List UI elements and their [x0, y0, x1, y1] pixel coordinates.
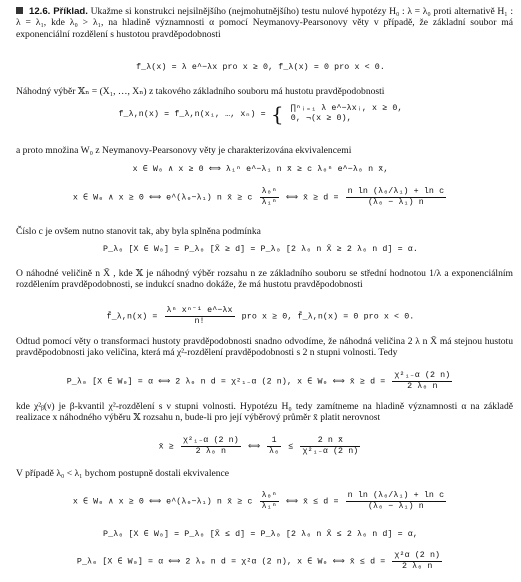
paragraph-rejection-rule: kde χ²ᵦ(ν) je β-kvantil χ²-rozdělení s ν stupni volnosti. Hypotézu H₀ tedy zamítneme na hladině významnosti α na základě realizace x náhodného výběru 𝕏 rozsahu n, bude-li pro její výběrový průměr x̄ platit nerovnost — [16, 401, 513, 424]
paragraph-chi-square: Odtud pomocí věty o transformaci hustoty pravděpodobnosti snadno odvodíme, že náhodná veličina 2 λ n X̄ má stejnou hustotu pravděpodobnosti jako veličina, která má χ²-rozdělení pravděpodobnosti s 2 n stupni volnosti. Tedy — [16, 336, 513, 359]
square-bullet-icon — [16, 7, 23, 14]
density-equation: f_λ(x) = λ e^−λx pro x ≥ 0, f_λ(x) = 0 pro x < 0. — [136, 63, 385, 72]
chi-square-threshold-2-left: P_λ₀ [X ∈ W₀] = α ⟺ 2 λ₀ n d = χ²α (2 n), x ∈ W₀ ⟺ x̄ ≤ d = — [76, 557, 386, 567]
paragraph-critical-region: a proto množina W₀ z Neymanovy-Pearsonovy věty je charakterizována ekvivalencemi — [16, 145, 352, 156]
density-case-positive: ∏ⁿᵢ₌₁ λ e^−λxᵢ, x ≥ 0, — [290, 104, 403, 114]
paragraph-constant-c: Číslo c je ovšem nutno stanovit tak, aby byla splněna podmínka — [16, 226, 261, 237]
paragraph-random-sample: Náhodný výběr 𝕏ₙ = (X₁, …, Xₙ) z takového základního souboru má hustotu pravděpodobnosti — [16, 86, 385, 97]
equivalence-3-mid: ⟺ x̄ ≤ d = — [285, 497, 339, 507]
example-heading-paragraph — [16, 6, 513, 40]
rejection-inequality — [0, 436, 521, 457]
probability-condition-equation-2: P_λ₀ [X ∈ W₀] = P_λ₀ [X̄ ≤ d] = P_λ₀ [2 λ₀ n X̄ ≤ 2 λ₀ n d] = α, — [103, 530, 418, 539]
lambda-ratio-fraction: $\frac{\text{λ₀ⁿ}}{\text{λ₁ⁿ}}$ — [261, 187, 277, 207]
threshold-d-fraction: $\frac{\text{n ln (λ₀/λ₁) + ln c}}{\text{(λ₀ − λ₁) n}}$ — [347, 187, 445, 207]
rejection-fraction-1: $\frac{\text{χ²₁₋α (2 n)}}{\text{2 λ₀ n}}$ — [182, 436, 239, 456]
equivalence-equation-2 — [0, 187, 521, 208]
rejection-left: x̄ ≥ — [158, 442, 174, 452]
density-cases — [291, 104, 403, 124]
lambda-ratio-fraction-2: $\frac{\text{λ₀ⁿ}}{\text{λ₁ⁿ}}$ — [261, 491, 277, 511]
equivalence-3-left: x ∈ W₀ ∧ x ≥ 0 ⟺ e^(λ₀−λ₁) n x̄ ≥ c — [72, 497, 253, 507]
chi-square-fraction: $\frac{\text{χ²₁₋α (2 n)}}{\text{2 λ₀ n}}$ — [394, 371, 451, 391]
density-case-zero: 0, ¬(x ≥ 0), — [290, 114, 352, 123]
chi-square-threshold-left: P_λ₀ [X ∈ W₀] = α ⟺ 2 λ₀ n d = χ²₁₋α (2 n), x ∈ W₀ ⟺ x̄ ≥ d = — [66, 377, 386, 387]
rejection-equiv: ⟺ — [247, 442, 260, 452]
chi-square-threshold-equation-2 — [0, 551, 521, 572]
rejection-fraction-3: $\frac{\text{2 n x̄}}{\text{χ²₁₋α (2 n)}}$ — [302, 436, 359, 456]
chi-square-threshold-equation — [0, 371, 521, 392]
rejection-le: ≤ — [288, 442, 294, 452]
example-number: 12.6. Příklad. — [29, 6, 88, 17]
example-intro-text: Ukažme si konstrukci nejsilnějšího (nejmohutnějšího) testu nulové hypotézy H₀ : λ = λ₀ proti alternativě H₁ : λ = λ₁, kde λ₀ > λ₁, na hladině významnosti α pomocí Neymanovy-Pearsonovy věty v případě, že základní soubor má exponenciální rozdělení s hustotou pravděpodobnosti — [16, 6, 513, 40]
mean-density-lhs: f̄_λ,n(x) = — [106, 312, 158, 322]
equivalence-2-mid: ⟺ x̄ ≥ d = — [285, 193, 339, 203]
gamma-density-fraction: $\frac{\text{λⁿ xⁿ⁻¹ e\textasciicircum{}−λx}}{n!}$ — [166, 306, 233, 326]
paragraph-other-case: V případě λ₀ < λ₁ bychom postupně dostali ekvivalence — [16, 468, 230, 479]
rejection-fraction-2: $\frac{1}{\text{λ₀}}$ — [269, 436, 280, 456]
equivalence-2-left: x ∈ W₀ ∧ x ≥ 0 ⟺ e^(λ₀−λ₁) n x̄ ≥ c — [72, 193, 253, 203]
joint-density-lhs: f_λ,n(x) = f_λ,n(x₁, …, xₙ) = — [118, 110, 266, 120]
joint-density-equation — [0, 104, 521, 124]
probability-condition-equation: P_λ₀ [X ∈ W₀] = P_λ₀ [X̄ ≥ d] = P_λ₀ [2 λ₀ n X̄ ≥ 2 λ₀ n d] = α. — [103, 245, 418, 254]
threshold-d-fraction-2: $\frac{\text{n ln (λ₀/λ₁) + ln c}}{\text{(λ₀ − λ₁) n}}$ — [347, 491, 445, 511]
chi-square-fraction-2: $\frac{\text{χ²α (2 n)}}{\text{2 λ₀ n}}$ — [394, 551, 441, 571]
mean-density-equation — [0, 306, 521, 327]
equivalence-equation-1: x ∈ W₀ ∧ x ≥ 0 ⟺ λ₁ⁿ e^−λ₁ n x̄ ≥ c λ₀ⁿ e^−λ₀ n x̄, — [132, 165, 389, 174]
left-brace-icon: { — [270, 102, 284, 126]
paragraph-sample-mean: O náhodné veličině n X̄ , kde 𝕏 je náhodný výběr rozsahu n ze základního souboru se střední hodnotou 1/λ a exponenciálním rozdělením pravděpodobnosti, se indukcí snadno dokáže, že má hustotu pravděpodobnosti — [16, 268, 513, 291]
equivalence-equation-3 — [0, 491, 521, 512]
mean-density-rest: pro x ≥ 0, f̄_λ,n(x) = 0 pro x < 0. — [241, 312, 415, 322]
